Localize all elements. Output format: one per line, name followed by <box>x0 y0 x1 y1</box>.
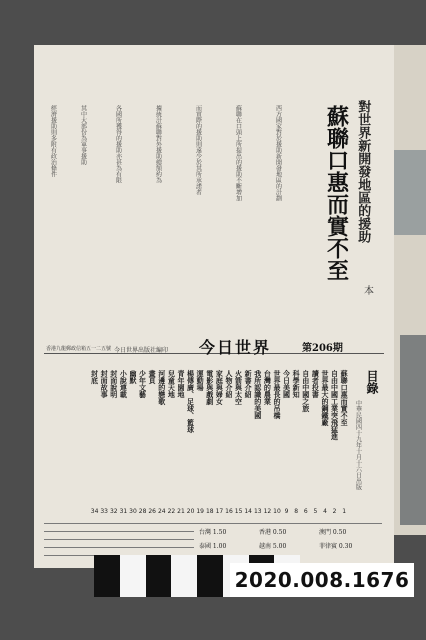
masthead-title: 今日世界 <box>199 338 272 357</box>
contents-entry-title: 畫頁 <box>148 370 158 384</box>
contents-entry-page: 21 <box>177 508 185 515</box>
contents-entry <box>291 370 301 520</box>
contents-entry-title: 封面說明 <box>109 370 119 398</box>
price-place: 澳門 <box>319 529 332 536</box>
contents-entry-title: 青年園地 <box>176 370 186 398</box>
contents-entry-page: 16 <box>225 508 233 515</box>
next-page-photo-top <box>390 150 426 235</box>
price-row <box>199 541 257 550</box>
contents-entry <box>311 370 321 520</box>
contents-entry-page: 8 <box>294 508 299 515</box>
price-place: 越南 <box>259 543 272 550</box>
contents-entry-page: 33 <box>100 508 108 515</box>
price-value: 0.50 <box>331 529 347 536</box>
article-title: 蘇聯口惠而實不至 <box>323 105 350 281</box>
contents-entry-title: 世界最大的鋼鐵廠 <box>320 370 330 426</box>
price-value: 5.00 <box>271 543 287 550</box>
contents-entry-page: 6 <box>303 508 308 515</box>
contents-entry <box>99 370 109 520</box>
contents-entry-page: 4 <box>323 508 327 515</box>
article-subtitle: 對世界新開發地區的援助 <box>355 100 371 243</box>
contents-entry-page: 10 <box>273 508 281 515</box>
contents-entry-page: 24 <box>157 508 166 515</box>
contents-entry-title: 我所認識的美國 <box>253 370 263 419</box>
article-section <box>34 45 394 353</box>
contents-entry-title: 今日美國 <box>282 370 292 398</box>
next-page-photo-bottom <box>400 335 426 525</box>
price-row <box>319 527 377 536</box>
contents-entry-page: 19 <box>196 508 204 515</box>
contents-entry-page: 14 <box>244 508 252 515</box>
contents-entry <box>157 370 167 520</box>
contents-entry <box>186 370 196 520</box>
contents-entry <box>282 370 292 520</box>
contents-entry-title: 少年文藝 <box>138 370 148 398</box>
contents-entry-title: 自由中國工業突飛猛進 <box>330 370 340 440</box>
contents-entry-page: 12 <box>263 508 272 515</box>
contents-entry-page: 32 <box>109 508 118 515</box>
contents-entry <box>243 370 253 520</box>
contents-entry-title: 人物介紹 <box>224 370 234 398</box>
masthead-issue: 第206期 <box>302 343 343 354</box>
price-row <box>319 541 377 550</box>
article-author: 本 <box>361 285 373 295</box>
notice-line <box>44 547 194 548</box>
contents-entry-page: 9 <box>284 508 289 515</box>
contents-entry-page: 13 <box>253 508 262 515</box>
contents-entry-title: 蘇聯口惠而實不至 <box>340 370 350 426</box>
contents-entry-title: 封面故事 <box>100 370 110 398</box>
notice-line <box>44 531 194 532</box>
contents-entry-page: 5 <box>313 508 318 515</box>
price-place: 泰國 <box>199 543 212 550</box>
contents-entry <box>320 370 330 520</box>
contents-entry-title: 自由中國之旅 <box>301 370 311 412</box>
contents-entry-page: 28 <box>138 508 147 515</box>
contents-entry-page: 1 <box>342 508 347 515</box>
masthead-registration: 香港九龍郵政信箱五一二五號 <box>46 346 112 352</box>
article-column: 經濟援助則多附有政治條件 <box>49 105 57 177</box>
contents-entry-title: 火箭與太空 <box>234 370 244 405</box>
contents-entry-page: 20 <box>186 508 195 515</box>
contents-entry-page: 26 <box>148 508 156 515</box>
price-place: 香港 <box>259 529 272 536</box>
contents-entry <box>263 370 273 520</box>
accession-label: 2020.008.1676 <box>230 563 414 597</box>
price-place: 台灣 <box>199 529 212 536</box>
contents-entry <box>167 370 177 520</box>
magazine-page <box>34 45 394 568</box>
contents-list <box>84 370 349 520</box>
contents-entry-page: 18 <box>205 508 214 515</box>
contents-entry <box>301 370 311 520</box>
article-column: 西方國家對於援助新開發地區的計劃 <box>274 105 282 201</box>
price-place: 菲律賓 <box>319 543 338 550</box>
price-row <box>259 541 317 550</box>
contents-entry-title: 台灣的農業 <box>263 370 273 405</box>
price-value: 0.30 <box>337 543 353 550</box>
contents-entry <box>215 370 225 520</box>
contents-entry <box>147 370 157 520</box>
contents-entry-page: 34 <box>90 508 99 515</box>
contents-entry-title: 新書介紹 <box>244 370 254 398</box>
contents-entry-title: 家庭與婦女 <box>215 370 225 405</box>
contents-entry <box>128 370 138 520</box>
contents-entry <box>224 370 234 520</box>
contents-rule-bottom <box>44 523 382 524</box>
contents-entry <box>339 370 349 520</box>
article-column: 而實際的援助則遠少於其所承諾者 <box>194 105 202 195</box>
price-value: 1.00 <box>211 543 227 550</box>
contents-entry-title: 運動場 <box>196 370 206 391</box>
contents-entry-page: 22 <box>167 508 176 515</box>
contents-entry-title: 幽默 <box>128 370 138 384</box>
contents-entry <box>330 370 340 520</box>
contents-entry-title: 小說連載 <box>119 370 129 398</box>
contents-entry <box>205 370 215 520</box>
contents-entry-title: 封底 <box>90 370 100 384</box>
contents-entry-page: 30 <box>129 508 137 515</box>
article-column: 其中大部份為軍事援助 <box>79 105 87 165</box>
contents-entry-title: 兒童天地 <box>167 370 177 398</box>
contents-entry <box>234 370 244 520</box>
contents-entry-page: 2 <box>332 508 337 515</box>
price-value: 1.50 <box>211 529 227 536</box>
price-row <box>259 527 317 536</box>
contents-entry-title: 河邊的戀歌 <box>157 370 167 405</box>
price-row <box>199 527 257 536</box>
contents-entry-title: 科學新知 <box>292 370 302 398</box>
contents-entry <box>195 370 205 520</box>
contents-entry <box>119 370 129 520</box>
contents-entry-title: 世界最長的吊橋 <box>272 370 282 419</box>
contents-entry <box>138 370 148 520</box>
contents-entry <box>90 370 100 520</box>
price-value: 0.50 <box>271 529 287 536</box>
contents-entry-page: 15 <box>234 508 243 515</box>
contents-entry-page: 31 <box>119 508 128 515</box>
contents-entry-title: 楊傳廣、足球、籃球 <box>186 370 196 433</box>
contents-entry-title: 電影與戲劇 <box>205 370 215 405</box>
article-column: 各國所獲得的援助亦甚為有限 <box>114 105 122 183</box>
contents-date: 中華民國四十九年十月十六日出版 <box>354 400 362 490</box>
contents-entry-title: 讀者投書 <box>311 370 321 398</box>
notice-line <box>44 539 194 540</box>
contents-entry <box>253 370 263 520</box>
contents-entry <box>176 370 186 520</box>
contents-entry <box>109 370 119 520</box>
article-column: 蘇聯在口頭上所提出的援助不斷增加 <box>234 105 242 201</box>
contents-entry <box>272 370 282 520</box>
contents-heading: 目錄 <box>365 370 379 394</box>
article-column: 據統計蘇聯對外援助總額約為 <box>154 105 162 183</box>
masthead-publisher: 今日世界出版社編印 <box>114 347 169 354</box>
contents-entry-page: 17 <box>215 508 224 515</box>
